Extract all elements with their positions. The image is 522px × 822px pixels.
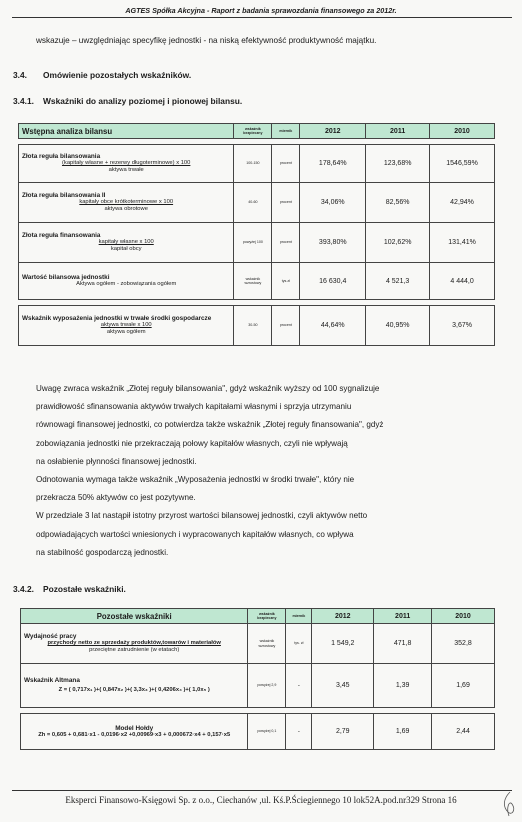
value-2012: 178,64% xyxy=(300,145,366,183)
indicator-name: Złota reguła finansowania xyxy=(22,232,101,239)
value-2012: 16 630,4 xyxy=(300,263,366,300)
formula: Zh = 0,605 + 0,681·x1 - 0,0196·x2 +0,00969·x3 + 0,000672·x4 + 0,157·x5 xyxy=(38,731,231,738)
header-cell: 2012 xyxy=(300,124,366,139)
formula-numerator: aktywa trwałe x 100 xyxy=(100,322,152,328)
value-2011: 40,95% xyxy=(366,306,430,346)
table-row xyxy=(19,183,495,223)
value-2010: 1546,59% xyxy=(430,145,495,183)
value-2011: 1,39 xyxy=(374,664,432,708)
safe-range: powyżej 0,1 xyxy=(248,714,286,750)
unit: tys.zł xyxy=(272,263,300,300)
indicator-name: Złota reguła bilansowania xyxy=(22,153,101,160)
value-2010: 2,44 xyxy=(432,714,495,750)
indicator-name: Złota reguła bilansowania II xyxy=(22,192,106,199)
value-2011: 1,69 xyxy=(374,714,432,750)
indicator-name: Wskaźnik Altmana xyxy=(24,677,80,684)
table-header-row xyxy=(21,609,495,624)
indicator-name: Wskaźnik wyposażenia jednostki w trwałe środki gospodarcze xyxy=(22,315,212,322)
value-2010: 131,41% xyxy=(430,223,495,263)
section-title: Pozostałe wskaźniki. xyxy=(43,584,126,594)
table-row xyxy=(21,714,495,750)
header-rule xyxy=(12,17,512,18)
formula-numerator: Aktywa ogółem - zobowiązania ogółem xyxy=(76,281,177,287)
page-header: AGTES Spółka Akcyjna - Raport z badania sprawozdania finansowego za 2012r. xyxy=(125,6,397,15)
unit: procent xyxy=(272,223,300,263)
footer-rule xyxy=(12,790,512,791)
formula-numerator: kapitały własne x 100 xyxy=(98,239,154,245)
header-cell: 2010 xyxy=(432,609,495,624)
header-cell: 2010 xyxy=(430,124,495,139)
value-2012: 1 549,2 xyxy=(312,624,374,664)
formula-denominator: aktywa obrotowe xyxy=(104,206,148,212)
unit: tys. zł xyxy=(286,624,312,664)
body-line: Odnotowania wymaga także wskaźnik „Wyposażenia jednostki w środki trwałe", który nie xyxy=(36,475,355,485)
table-row xyxy=(19,263,495,300)
safe-range: wskaźnik wzrostowy xyxy=(234,263,272,300)
table-row xyxy=(21,664,495,708)
section-heading-3-4-1 xyxy=(13,96,242,106)
section-title: Omówienie pozostałych wskaźników. xyxy=(43,70,192,80)
formula-numerator: (kapitały własne + rezerwy długoterminowe) x 100 xyxy=(61,160,191,166)
value-2012: 393,80% xyxy=(300,223,366,263)
body-line: zobowiązania jednostki nie przekraczają połowy kapitałów własnych, czyli nie wpływają xyxy=(36,438,348,448)
body-line: równowagi finansowej jednostki, co potwierdza także wskaźnik „Złotej reguły finansowania", gdyż xyxy=(36,420,384,430)
body-line: na stabilność gospodarczą jednostki. xyxy=(36,547,169,557)
header-cell: 2011 xyxy=(374,609,432,624)
value-2012: 3,45 xyxy=(312,664,374,708)
header-cell: 2011 xyxy=(366,124,430,139)
section-number: 3.4.2. xyxy=(13,584,34,594)
signature-mark xyxy=(500,790,518,818)
header-cell: wskaźnik bezpieczny xyxy=(234,124,272,139)
unit: procent xyxy=(272,306,300,346)
safe-range: 40-60 xyxy=(234,183,272,223)
value-2011: 123,68% xyxy=(366,145,430,183)
unit: procent xyxy=(272,183,300,223)
value-2012: 2,79 xyxy=(312,714,374,750)
safe-range: 30-50 xyxy=(234,306,272,346)
section-number: 3.4.1. xyxy=(13,96,34,106)
value-2012: 34,06% xyxy=(300,183,366,223)
header-cell: Pozostałe wskaźniki xyxy=(21,609,248,624)
section-title: Wskaźniki do analizy poziomej i pionowej bilansu. xyxy=(43,96,243,106)
value-2011: 4 521,3 xyxy=(366,263,430,300)
safe-range: 100-150 xyxy=(234,145,272,183)
value-2012: 44,64% xyxy=(300,306,366,346)
table-row xyxy=(19,145,495,183)
page-footer: Eksperci Finansowo-Księgowi Sp. z o.o., Ciechanów ,ul. Kś.P.Ściegiennego 10 lok52A.pod.nr329 Strona 16 xyxy=(65,795,457,805)
value-2010: 1,69 xyxy=(432,664,495,708)
intro-text: wskazuje – uwzględniając specyfikę jednostki - na niską efektywność produktywność majątku. xyxy=(36,36,377,45)
section-number: 3.4. xyxy=(13,70,27,80)
value-2010: 3,67% xyxy=(430,306,495,346)
value-2011: 102,62% xyxy=(366,223,430,263)
header-cell: miernik xyxy=(272,124,300,139)
balance-analysis-table xyxy=(18,123,495,346)
analysis-paragraphs xyxy=(36,380,498,562)
body-line: Uwagę zwraca wskaźnik „Złotej reguły bilansowania", gdyż wskaźnik wyższy od 100 sygnalizuje xyxy=(36,384,380,393)
section-heading-3-4-2 xyxy=(13,584,126,594)
formula: Z = ( 0,717x₁ )+( 0,847x₂ )+( 3,3x₃ )+( 0,4206x₄ )+( 1,0x₅ ) xyxy=(58,687,210,693)
table-header-row xyxy=(19,124,495,139)
unit: - xyxy=(286,664,312,708)
safe-range: wskaźnik wzrostowy xyxy=(248,624,286,664)
body-line: na osłabienie płynności finansowej jednostki. xyxy=(36,456,197,466)
indicator-name: Model Hołdy xyxy=(115,724,154,732)
formula-numerator: kapitały obce krótkoterminowe x 100 xyxy=(79,199,174,205)
unit: procent xyxy=(272,145,300,183)
value-2011: 82,56% xyxy=(366,183,430,223)
value-2010: 352,8 xyxy=(432,624,495,664)
formula-denominator: kapitał obcy xyxy=(110,246,142,252)
section-heading-3-4 xyxy=(13,70,191,80)
safe-range: powyżej 100 xyxy=(234,223,272,263)
body-line: odpowiadających wartości wniesionych i wypracowanych kapitałów własnych, co wpływa xyxy=(36,529,354,539)
header-cell: wskaźnik bezpieczny xyxy=(248,609,286,624)
table-row xyxy=(21,624,495,664)
safe-range: powyżej 2,9 xyxy=(248,664,286,708)
table-row xyxy=(19,223,495,263)
header-cell: miernik xyxy=(286,609,312,624)
body-line: W przedziale 3 lat nastąpił istotny przyrost wartości bilansowej jednostki, czyli aktywów netto xyxy=(36,511,368,521)
header-cell: Wstępna analiza bilansu xyxy=(19,124,234,139)
body-line: prawidłowość sfinansowania aktywów trwałych kapitałami własnymi i sprzyja utrzymaniu xyxy=(36,402,352,412)
formula-numerator: przychody netto ze sprzedaży produktów,towarów i materiałów xyxy=(47,640,221,646)
indicator-name: Wydajność pracy xyxy=(24,633,77,640)
formula-denominator: aktywa ogółem xyxy=(106,329,146,335)
header-cell: 2012 xyxy=(312,609,374,624)
formula-denominator: przeciętne zatrudnienie (w etatach) xyxy=(89,647,180,653)
body-line: przekracza 50% aktywów co jest pozytywne. xyxy=(36,493,196,503)
unit: - xyxy=(286,714,312,750)
indicator-name: Wartość bilansowa jednostki xyxy=(22,274,110,281)
formula-denominator: aktywa trwałe xyxy=(108,167,144,173)
value-2011: 471,8 xyxy=(374,624,432,664)
other-indicators-table xyxy=(20,608,495,750)
table-row xyxy=(19,306,495,346)
value-2010: 4 444,0 xyxy=(430,263,495,300)
value-2010: 42,94% xyxy=(430,183,495,223)
